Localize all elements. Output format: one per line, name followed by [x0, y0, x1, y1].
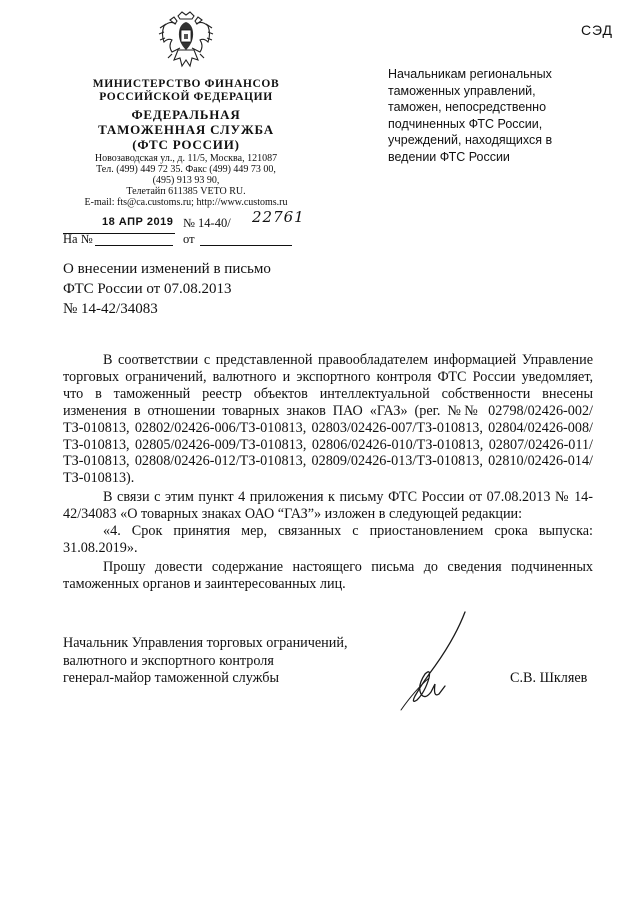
reference-date-label: от — [183, 232, 195, 246]
reference-number-label: На № — [63, 232, 93, 246]
paragraph-4: Прошу довести содержание настоящего письма до сведения подчиненных таможенных органов и заинтересованных лиц. — [63, 558, 593, 592]
outgoing-number-handwritten: 22761 — [252, 208, 305, 226]
letter-subject: О внесении изменений в письмо ФТС России от 07.08.2013 № 14-42/34083 — [63, 261, 271, 317]
reference-number-line — [95, 245, 173, 246]
phones: Тел. (499) 449 72 35. Факс (499) 449 73 00, — [96, 164, 276, 175]
teletype: Телетайп 611385 VETO RU. — [126, 186, 246, 197]
paragraph-3: «4. Срок принятия мер, связанных с приостановлением срока выпуска: 31.08.2019». — [63, 523, 593, 556]
email: E-mail: fts@ca.customs.ru; http://www.customs.ru — [84, 197, 288, 208]
service-name: ФЕДЕРАЛЬНАЯ ТАМОЖЕННАЯ СЛУЖБА (ФТС РОССИИ) — [98, 107, 274, 152]
ministry-name: МИНИСТЕРСТВО ФИНАНСОВ РОССИЙСКОЙ ФЕДЕРАЦИИ — [92, 78, 280, 103]
contact-info — [62, 153, 310, 208]
sed-mark: СЭД — [581, 22, 614, 38]
russian-coat-of-arms-icon — [158, 10, 214, 72]
handwritten-signature-icon — [395, 608, 485, 718]
fax: (495) 913 93 90, — [152, 175, 220, 186]
signatory-position: Начальник Управления торговых ограничений, валютного и экспортного контроля генерал-майор таможенной службы — [63, 635, 348, 686]
reference-date-line — [200, 245, 292, 246]
paragraph-1: В соответствии с представленной правообладателем информацией Управление торговых ограничений, валютного и экспортного контроля ФТС России уведомляет, что в таможенный реестр объектов интеллектуальной собственности внесены изменения в отношении товарных знаков ПАО «ГАЗ» (рег. №№ 02798/02426-002/ТЗ-010813, 02802/02426-006/ТЗ-010813, 02803/02426-007/ТЗ-010813, 02804/02426-008/ТЗ-010813, 02805/02426-009/ТЗ-010813, 02806/02426-010/ТЗ-010813, 02807/02426-011/ТЗ-010813, 02808/02426-012/ТЗ-010813, 02809/02426-013/ТЗ-010813, 02810/02426-014/ТЗ-010813). — [63, 352, 593, 487]
letter-body — [63, 352, 593, 593]
paragraph-2: В связи с этим пункт 4 приложения к письму ФТС России от 07.08.2013 № 14-42/34083 «О товарных знаках ОАО “ГАЗ”» изложен в следующей редакции: — [63, 489, 593, 523]
date-stamp: 18 АПР 2019 — [102, 216, 174, 228]
addressee-block: Начальникам региональных таможенных управлений, таможен, непосредственно подчиненных ФТС России, учреждений, находящихся в ведении ФТС России — [388, 67, 553, 164]
signatory-name: С.В. Шкляев — [510, 670, 588, 686]
outgoing-number-prefix: № 14-40/ — [183, 216, 231, 230]
address: Новозаводская ул., д. 11/5, Москва, 121087 — [94, 153, 278, 164]
